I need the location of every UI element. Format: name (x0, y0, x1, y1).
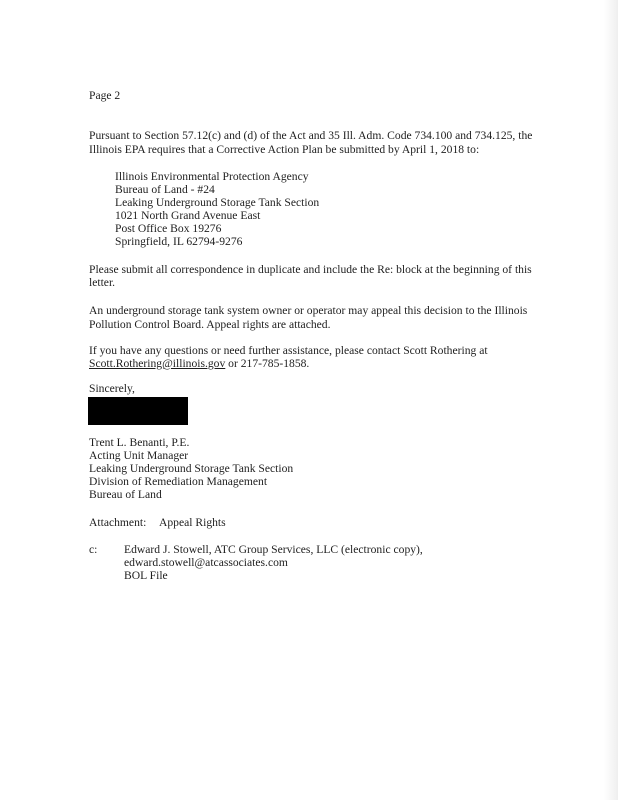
intro-line-1: Pursuant to Section 57.12(c) and (d) of the Act and 35 Ill. Adm. Code 734.100 and 734.125, the (89, 129, 533, 142)
duplicate-line-1: Please submit all correspondence in duplicate and include the Re: block at the beginning of this (89, 263, 532, 276)
signature-redaction (88, 397, 188, 425)
contact-line-2 (89, 357, 309, 371)
address-line-5: Post Office Box 19276 (115, 222, 222, 235)
address-line-3: Leaking Underground Storage Tank Section (115, 196, 320, 209)
signer-title-1: Acting Unit Manager (89, 449, 189, 462)
signer-title-4: Bureau of Land (89, 488, 162, 501)
cc-label: c: (89, 543, 98, 556)
duplicate-line-2: letter. (89, 276, 116, 289)
contact-email-link[interactable]: Scott.Rothering@illinois.gov (89, 357, 226, 370)
signer-name: Trent L. Benanti, P.E. (89, 436, 190, 449)
cc-line-2: edward.stowell@atcassociates.com (124, 556, 288, 569)
address-line-1: Illinois Environmental Protection Agency (115, 170, 309, 183)
page-number: Page 2 (89, 89, 121, 102)
cc-line-3: BOL File (124, 569, 168, 582)
attachment-label: Attachment: (89, 516, 147, 529)
signer-title-2: Leaking Underground Storage Tank Section (89, 462, 294, 475)
attachment-value: Appeal Rights (159, 516, 226, 529)
address-line-2: Bureau of Land - #24 (115, 183, 215, 196)
contact-line-1: If you have any questions or need further assistance, please contact Scott Rothering at (89, 344, 488, 357)
closing-salutation: Sincerely, (89, 382, 135, 395)
scan-edge-shadow (604, 0, 618, 800)
address-line-4: 1021 North Grand Avenue East (115, 209, 261, 222)
signer-title-3: Division of Remediation Management (89, 475, 268, 488)
appeal-line-2: Pollution Control Board. Appeal rights are attached. (89, 318, 331, 331)
intro-line-2: Illinois EPA requires that a Corrective Action Plan be submitted by April 1, 2018 to: (89, 143, 480, 156)
appeal-line-1: An underground storage tank system owner or operator may appeal this decision to the Illinois (89, 304, 528, 317)
address-line-6: Springfield, IL 62794-9276 (115, 235, 243, 248)
contact-phone: or 217-785-1858. (225, 357, 310, 370)
cc-line-1: Edward J. Stowell, ATC Group Services, LLC (electronic copy), (124, 543, 423, 556)
